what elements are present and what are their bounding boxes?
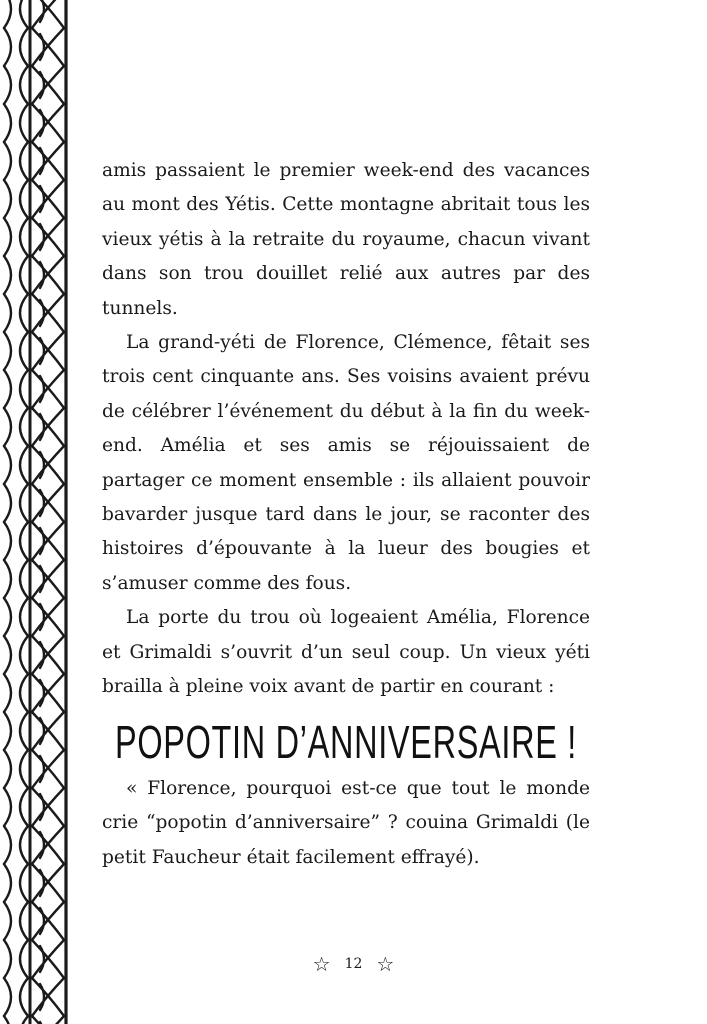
page-number: 12 <box>344 956 363 972</box>
star-outline-icon: ☆ <box>312 952 331 976</box>
star-outline-icon: ☆ <box>376 952 395 976</box>
paragraph-3: La porte du trou où logeaient Amélia, Florence et Grimaldi s’ouvrit d’un seul coup. Un vieux yéti brailla à pleine voix avant de partir en courant : <box>102 607 590 698</box>
shout-heading <box>102 708 590 770</box>
paragraph-4: « Florence, pourquoi est-ce que tout le monde crie “popotin d’anniversaire” ? couina Grimaldi (le petit Faucheur était facilement effrayé). <box>102 778 590 868</box>
body-text-continued <box>102 772 590 875</box>
paragraph-1: amis passaient le premier week-end des vacances au mont des Yétis. Cette montagne abritait tous les vieux yétis à la retraite du royaume, chacun vivant dans son trou douillet relié aux autres par des tunnels. <box>102 160 590 319</box>
body-text <box>102 154 590 705</box>
decorative-border-strip <box>0 0 70 1024</box>
page-footer <box>0 954 707 974</box>
shout-text: POPOTIN D’ANNIVERSAIRE ! <box>115 716 577 768</box>
paragraph-2: La grand-yéti de Florence, Clémence, fêtait ses trois cent cinquante ans. Ses voisins avaient prévu de célébrer l’événement du début à la fin du week-end. Amélia et ses amis se réjouissaient de partager ce moment ensemble : ils allaient pouvoir bavarder jusque tard dans le jour, se raconter des histoires d’épouvante à la lueur des bougies et s’amuser comme des fous. <box>102 332 590 594</box>
